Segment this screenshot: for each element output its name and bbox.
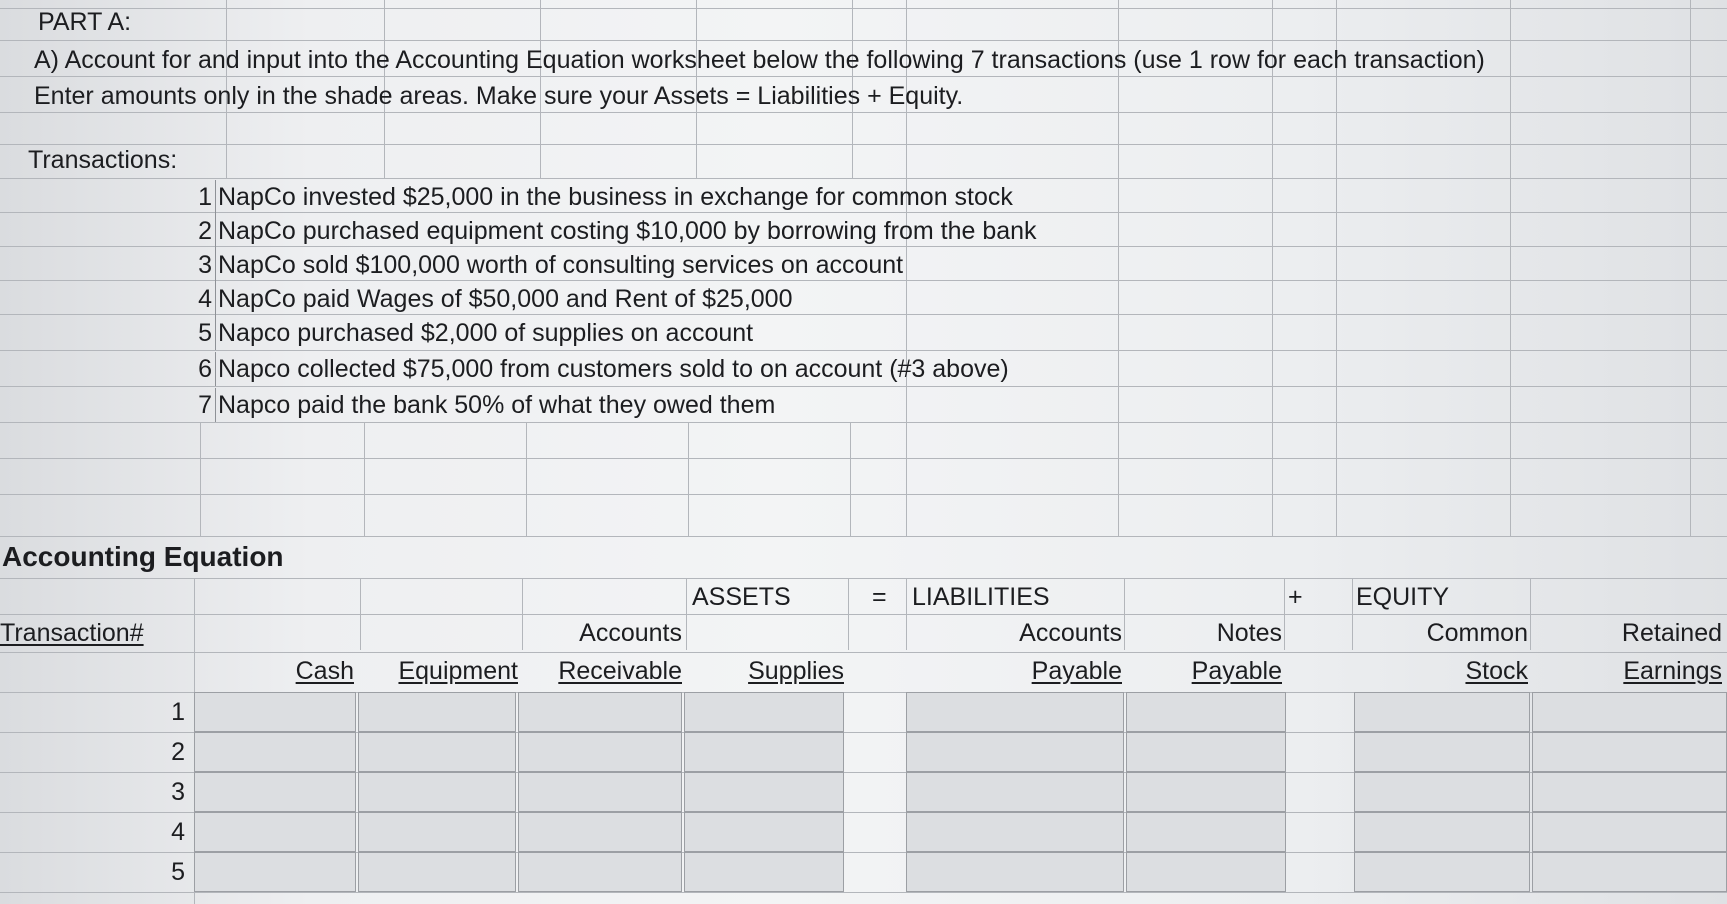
grid-line [0, 314, 1727, 315]
retained-earnings-input-cell[interactable] [1532, 692, 1727, 732]
grid-line [1352, 578, 1353, 650]
common-stock-input-cell[interactable] [1354, 692, 1530, 732]
transaction-text: NapCo paid Wages of $50,000 and Rent of $25,000 [218, 285, 793, 313]
supplies-input-cell[interactable] [684, 772, 844, 812]
equipment-input-cell[interactable] [358, 852, 516, 892]
column-divider [215, 248, 216, 282]
grid-line [1530, 578, 1531, 650]
common-stock-input-cell[interactable] [1354, 812, 1530, 852]
grid-line [522, 578, 523, 650]
plus-sign: + [1288, 583, 1303, 611]
grid-line [850, 422, 851, 536]
column-divider [215, 352, 216, 386]
transaction-number: 7 [198, 391, 212, 419]
grid-line [688, 422, 689, 536]
equipment-input-cell[interactable] [358, 692, 516, 732]
transaction-text: NapCo purchased equipment costing $10,000 by borrowing from the bank [218, 217, 1037, 245]
cash-input-cell[interactable] [194, 732, 356, 772]
transaction-number: 1 [198, 183, 212, 211]
grid-line [686, 578, 687, 650]
supplies-input-cell[interactable] [684, 732, 844, 772]
equipment-input-cell[interactable] [358, 732, 516, 772]
common-stock-input-cell[interactable] [1354, 852, 1530, 892]
column-divider [215, 316, 216, 350]
grid-line [1272, 0, 1273, 536]
part-title: PART A: [38, 8, 132, 36]
grid-line [1690, 0, 1691, 536]
accounts-receivable-input-cell[interactable] [518, 732, 682, 772]
transaction-number: 3 [198, 251, 212, 279]
accounts-receivable-header: Receivable [558, 657, 682, 685]
row-number: 4 [171, 818, 185, 846]
notes-payable-header-top: Notes [1216, 619, 1282, 647]
notes-payable-header: Payable [1191, 657, 1282, 685]
notes-payable-input-cell[interactable] [1126, 772, 1286, 812]
supplies-header: Supplies [748, 657, 844, 685]
retained-earnings-input-cell[interactable] [1532, 852, 1727, 892]
instructions-line-2: Enter amounts only in the shade areas. Make sure your Assets = Liabilities + Equity. [34, 82, 964, 110]
grid-line [526, 422, 527, 536]
accounts-receivable-input-cell[interactable] [518, 812, 682, 852]
grid-line [0, 246, 1727, 247]
equals-sign: = [872, 583, 887, 611]
transaction-column-header: Transaction# [0, 619, 144, 647]
grid-line [848, 578, 849, 650]
transaction-number: 6 [198, 355, 212, 383]
cash-input-cell[interactable] [194, 812, 356, 852]
grid-line [0, 280, 1727, 281]
equipment-input-cell[interactable] [358, 812, 516, 852]
accounts-payable-input-cell[interactable] [906, 732, 1124, 772]
retained-earnings-input-cell[interactable] [1532, 812, 1727, 852]
instructions-line-1: A) Account for and input into the Accounting Equation worksheet below the following 7 transactions (use 1 row for each transaction) [34, 46, 1485, 74]
grid-line [360, 578, 361, 650]
grid-line [0, 422, 1727, 423]
accounts-payable-header: Payable [1031, 657, 1122, 685]
column-divider [215, 180, 216, 214]
grid-line [364, 422, 365, 536]
grid-line [0, 112, 1727, 113]
grid-line [0, 8, 1727, 9]
retained-earnings-header: Earnings [1623, 657, 1722, 685]
accounts-receivable-header-top: Accounts [579, 619, 682, 647]
retained-earnings-header-top: Retained [1621, 619, 1722, 647]
transaction-text: Napco paid the bank 50% of what they owed them [218, 391, 776, 419]
common-stock-header-top: Common [1426, 619, 1528, 647]
grid-line [200, 422, 201, 536]
common-stock-header: Stock [1465, 657, 1528, 685]
supplies-input-cell[interactable] [684, 812, 844, 852]
equity-header: EQUITY [1356, 583, 1450, 611]
transaction-number: 5 [198, 319, 212, 347]
accounts-payable-input-cell[interactable] [906, 812, 1124, 852]
grid-line [0, 144, 1727, 145]
transaction-text: Napco purchased $2,000 of supplies on account [218, 319, 754, 347]
equipment-input-cell[interactable] [358, 772, 516, 812]
grid-line [0, 652, 1727, 653]
grid-line [0, 212, 1727, 213]
accounts-receivable-input-cell[interactable] [518, 692, 682, 732]
transactions-label: Transactions: [28, 146, 178, 174]
common-stock-input-cell[interactable] [1354, 732, 1530, 772]
grid-line [0, 494, 1727, 495]
accounts-payable-header-top: Accounts [1019, 619, 1122, 647]
cash-header: Cash [295, 657, 354, 685]
cash-input-cell[interactable] [194, 772, 356, 812]
equation-title: Accounting Equation [2, 541, 284, 572]
row-number: 2 [171, 738, 185, 766]
accounts-payable-input-cell[interactable] [906, 852, 1124, 892]
retained-earnings-input-cell[interactable] [1532, 732, 1727, 772]
notes-payable-input-cell[interactable] [1126, 812, 1286, 852]
supplies-input-cell[interactable] [684, 692, 844, 732]
grid-line [0, 76, 1727, 77]
grid-line [0, 578, 1727, 579]
grid-line [1284, 578, 1285, 650]
accounts-receivable-input-cell[interactable] [518, 772, 682, 812]
transaction-text: NapCo invested $25,000 in the business in exchange for common stock [218, 183, 1013, 211]
column-divider [215, 214, 216, 248]
column-divider [215, 282, 216, 316]
grid-line [0, 614, 1727, 615]
accounts-receivable-input-cell[interactable] [518, 852, 682, 892]
grid-line [1510, 0, 1511, 536]
grid-line [0, 892, 1727, 893]
accounts-payable-input-cell[interactable] [906, 692, 1124, 732]
row-number: 1 [171, 698, 185, 726]
cash-input-cell[interactable] [194, 692, 356, 732]
equipment-header: Equipment [398, 657, 518, 685]
supplies-input-cell[interactable] [684, 852, 844, 892]
grid-line [0, 350, 1727, 351]
grid-line [0, 458, 1727, 459]
transaction-number: 2 [198, 217, 212, 245]
assets-header: ASSETS [692, 583, 791, 611]
column-divider [215, 388, 216, 422]
grid-line [906, 578, 907, 650]
grid-line [1118, 0, 1119, 536]
transaction-text: NapCo sold $100,000 worth of consulting services on account [218, 251, 904, 279]
transaction-number: 4 [198, 285, 212, 313]
notes-payable-input-cell[interactable] [1126, 852, 1286, 892]
transaction-text: Napco collected $75,000 from customers sold to on account (#3 above) [218, 355, 1009, 383]
row-number: 5 [171, 858, 185, 886]
row-number: 3 [171, 778, 185, 806]
retained-earnings-input-cell[interactable] [1532, 772, 1727, 812]
grid-line [0, 386, 1727, 387]
notes-payable-input-cell[interactable] [1126, 732, 1286, 772]
grid-line [0, 178, 1727, 179]
grid-line [0, 40, 1727, 41]
accounts-payable-input-cell[interactable] [906, 772, 1124, 812]
grid-line [1336, 0, 1337, 536]
cash-input-cell[interactable] [194, 852, 356, 892]
grid-line [0, 536, 1727, 537]
grid-line [1124, 578, 1125, 650]
liabilities-header: LIABILITIES [912, 583, 1050, 611]
common-stock-input-cell[interactable] [1354, 772, 1530, 812]
notes-payable-input-cell[interactable] [1126, 692, 1286, 732]
